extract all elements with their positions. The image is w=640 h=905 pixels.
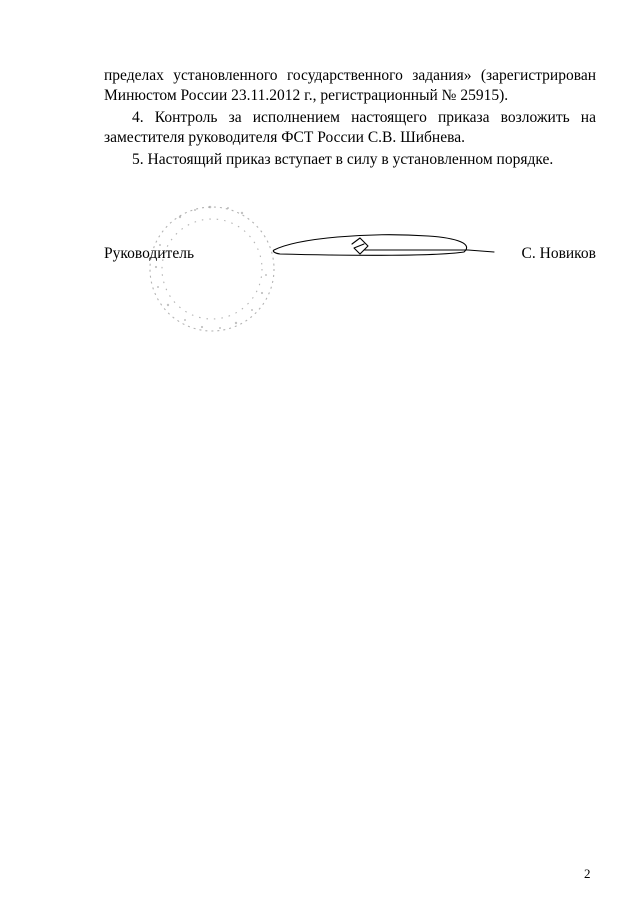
stamp-seal-icon <box>140 195 290 345</box>
paragraph-line: заместителя руководителя ФСТ России С.В. Шибнева. <box>104 129 465 146</box>
paragraph-line: Минюстом России 23.11.2012 г., регистрационный № 25915). <box>104 87 509 104</box>
paragraph-item-5 <box>104 150 596 170</box>
signatory-name: С. Новиков <box>521 245 596 262</box>
paragraph-line: 4. Контроль за исполнением настоящего приказа возложить на <box>132 109 596 126</box>
paragraph-line: 5. Настоящий приказ вступает в силу в установленном порядке. <box>132 151 554 168</box>
page-number: 2 <box>584 866 591 881</box>
paragraph-line: пределах установленного государственного задания» (зарегистрирован <box>104 67 596 84</box>
paragraph-item-4 <box>104 108 596 148</box>
signatory-title: Руководитель <box>104 245 195 262</box>
handwritten-signature-icon <box>268 228 500 264</box>
paragraph-continuation <box>104 66 596 106</box>
